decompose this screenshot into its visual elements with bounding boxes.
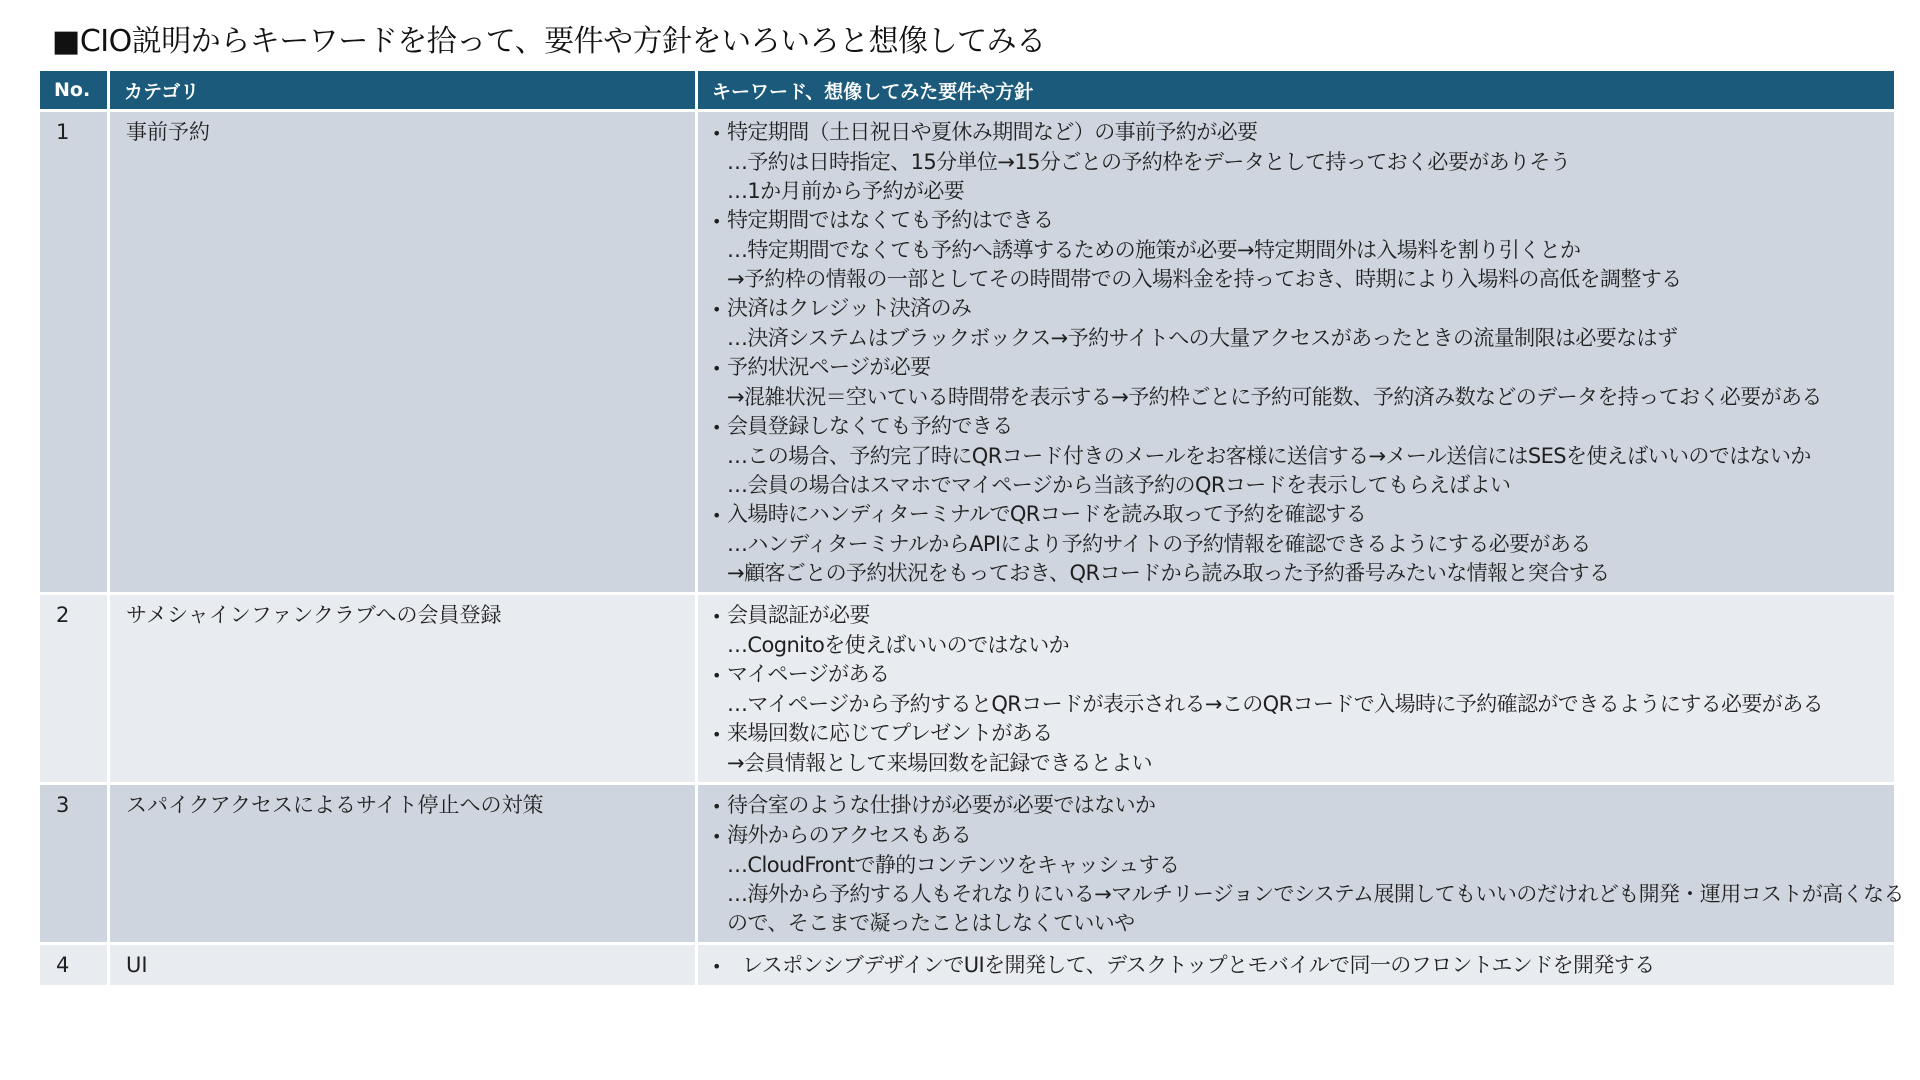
row-number: 1 bbox=[40, 112, 110, 595]
keyword-bullet: • 予約状況ページが必要 bbox=[712, 353, 1880, 383]
keyword-detail: …ハンディターミナルからAPIにより予約サイトの予約情報を確認できるようにする必要がある bbox=[727, 532, 1591, 556]
keyword-detail: …マイページから予約するとQRコードが表示される→このQRコードで入場時に予約確認ができるようにする必要がある bbox=[727, 692, 1823, 716]
keyword-detail: …Cognitoを使えばいいのではないか bbox=[727, 633, 1070, 657]
keyword-detail: …決済システムはブラックボックス→予約サイトへの大量アクセスがあったときの流量制限は必要なはず bbox=[727, 326, 1678, 350]
row-category: UI bbox=[110, 945, 698, 988]
page-title: ■CIO説明からキーワードを拾って、要件や方針をいろいろと想像してみる bbox=[52, 24, 1046, 59]
table-row bbox=[40, 785, 1894, 945]
keyword-bullet: • レスポンシブデザインでUIを開発して、デスクトップとモバイルで同一のフロントエンドを開発する bbox=[712, 951, 1880, 981]
keyword-bullet: • 特定期間ではなくても予約はできる bbox=[712, 206, 1880, 236]
keyword-bullet: • 入場時にハンディターミナルでQRコードを読み取って予約を確認する bbox=[712, 500, 1880, 530]
keyword-bullet: • 会員登録しなくても予約できる bbox=[712, 412, 1880, 442]
keyword-bullet: • 海外からのアクセスもある bbox=[712, 821, 1880, 851]
table-row bbox=[40, 112, 1894, 595]
keyword-detail: ので、そこまで凝ったことはしなくていいや bbox=[727, 911, 1135, 935]
keyword-detail: →会員情報として来場回数を記録できるとよい bbox=[727, 751, 1152, 775]
keyword-bullet: • 特定期間（土日祝日や夏休み期間など）の事前予約が必要 bbox=[712, 118, 1880, 148]
keyword-bullet: • マイページがある bbox=[712, 660, 1880, 690]
row-number: 2 bbox=[40, 595, 110, 785]
table-row bbox=[40, 595, 1894, 785]
column-header-category: カテゴリ bbox=[110, 71, 698, 112]
column-header-no: No. bbox=[40, 71, 110, 112]
row-category: 事前予約 bbox=[110, 112, 698, 595]
row-number: 3 bbox=[40, 785, 110, 945]
keyword-detail: →混雑状況＝空いている時間帯を表示する→予約枠ごとに予約可能数、予約済み数などのデータを持っておく必要がある bbox=[727, 385, 1822, 409]
row-category: サメシャインファンクラブへの会員登録 bbox=[110, 595, 698, 785]
table-body bbox=[40, 112, 1904, 988]
row-keywords bbox=[698, 945, 1894, 988]
keyword-bullet: • 決済はクレジット決済のみ bbox=[712, 294, 1880, 324]
keyword-detail: →予約枠の情報の一部としてその時間帯での入場料金を持っておき、時期により入場料の高低を調整する bbox=[727, 267, 1682, 291]
keyword-detail: …この場合、予約完了時にQRコード付きのメールをお客様に送信する→メール送信にはSESを使えばいいのではないか bbox=[727, 444, 1811, 468]
row-category: スパイクアクセスによるサイト停止への対策 bbox=[110, 785, 698, 945]
keyword-detail: …特定期間でなくても予約へ誘導するための施策が必要→特定期間外は入場料を割り引くとか bbox=[727, 238, 1581, 262]
keyword-detail: →顧客ごとの予約状況をもっておき、QRコードから読み取った予約番号みたいな情報と突合する bbox=[727, 561, 1610, 585]
row-number: 4 bbox=[40, 945, 110, 988]
keyword-detail: …海外から予約する人もそれなりにいる→マルチリージョンでシステム展開してもいいのだけれども開発・運用コストが高くなる bbox=[727, 882, 1904, 906]
row-keywords bbox=[698, 595, 1894, 785]
keyword-detail: …予約は日時指定、15分単位→15分ごとの予約枠をデータとして持っておく必要がありそう bbox=[727, 150, 1571, 174]
keyword-bullet: • 会員認証が必要 bbox=[712, 601, 1880, 631]
table-header-row bbox=[40, 71, 1894, 112]
requirements-table bbox=[40, 71, 1904, 988]
table-row bbox=[40, 945, 1894, 988]
column-header-keywords: キーワード、想像してみた要件や方針 bbox=[698, 71, 1894, 112]
keyword-bullet: • 待合室のような仕掛けが必要が必要ではないか bbox=[712, 791, 1880, 821]
keyword-bullet: • 来場回数に応じてプレゼントがある bbox=[712, 719, 1880, 749]
keyword-detail: …会員の場合はスマホでマイページから当該予約のQRコードを表示してもらえばよい bbox=[727, 473, 1511, 497]
keyword-detail: …1か月前から予約が必要 bbox=[727, 179, 965, 203]
row-keywords bbox=[698, 112, 1894, 595]
row-keywords bbox=[698, 785, 1904, 945]
keyword-detail: …CloudFrontで静的コンテンツをキャッシュする bbox=[727, 853, 1180, 877]
